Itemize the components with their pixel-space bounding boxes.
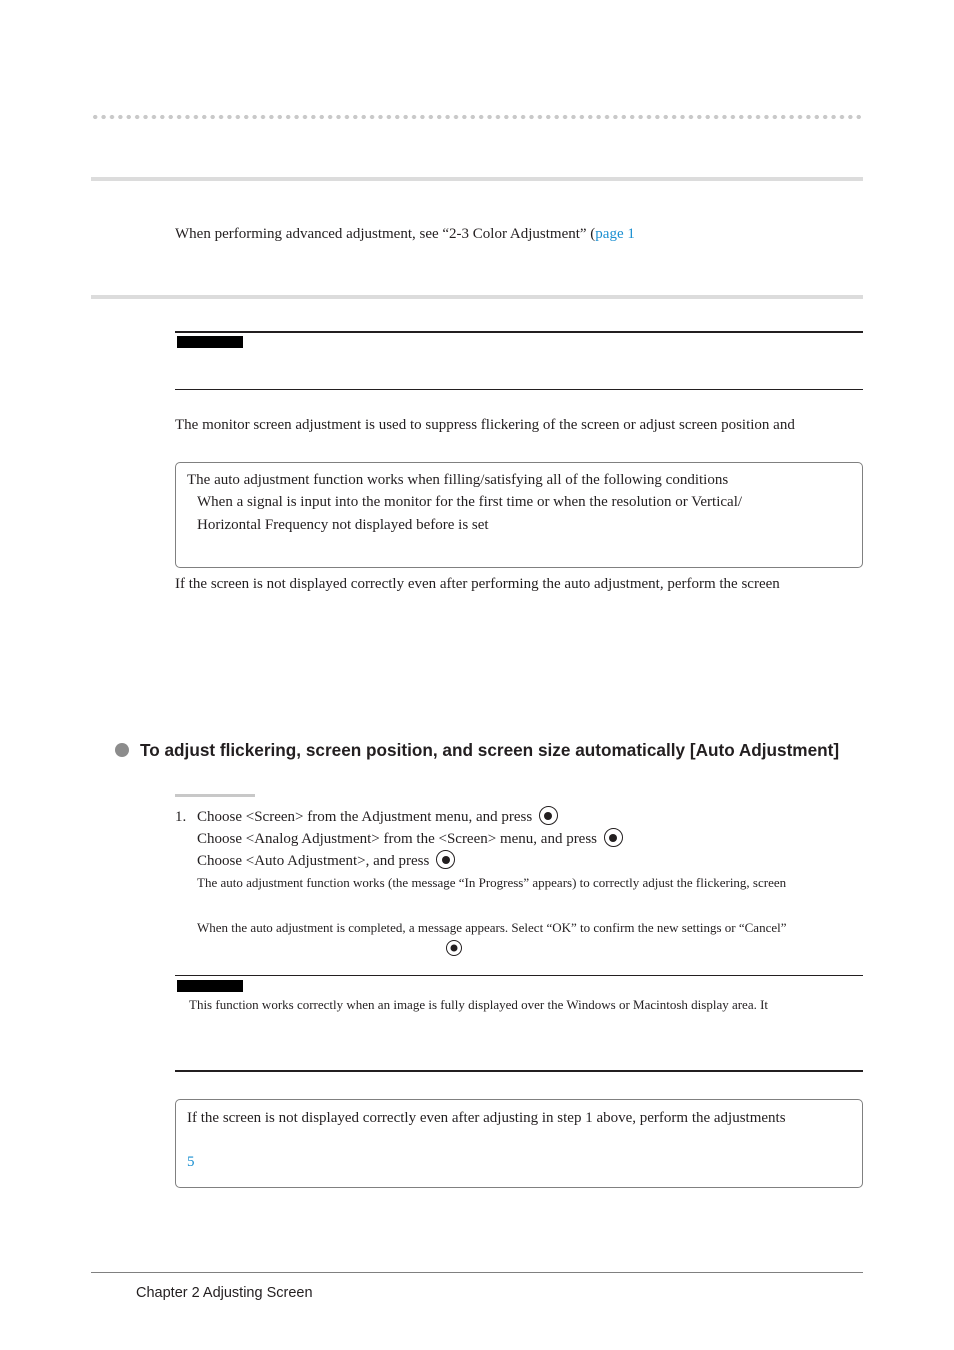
attention-label-block xyxy=(177,980,243,992)
step-line-1 xyxy=(197,806,558,828)
step-line-2-text: Choose <Analog Adjustment> from the <Screen> menu, and press xyxy=(197,831,598,847)
footer-chapter: Chapter 2 Adjusting Screen xyxy=(136,1285,313,1301)
next-step-page-link[interactable]: 5 xyxy=(187,1154,195,1170)
enter-button-icon xyxy=(539,806,558,825)
enter-button-icon xyxy=(604,828,623,847)
step-line-3-text: Choose <Auto Adjustment>, and press xyxy=(197,853,430,869)
bullet-icon xyxy=(115,743,129,757)
section-heading xyxy=(115,738,839,762)
section-divider-middle xyxy=(91,295,863,299)
dotted-divider xyxy=(91,114,863,120)
intro-page-link[interactable]: page 1 xyxy=(595,226,635,242)
attention-text: This function works correctly when an image is fully displayed over the Windows or Macintosh display area. It xyxy=(189,997,769,1012)
enter-button-icon xyxy=(436,850,455,869)
after-box-paragraph: If the screen is not displayed correctly even after performing the auto adjustment, perform the screen xyxy=(175,576,780,592)
footer-rule xyxy=(91,1272,863,1273)
note-bottom-rule xyxy=(175,389,863,390)
intro-paragraph xyxy=(175,223,635,245)
section-divider-top xyxy=(91,177,863,181)
procedure-rule xyxy=(175,794,255,797)
conditions-line-1: The auto adjustment function works when filling/satisfying all of the following conditions xyxy=(187,472,729,488)
note-label-block xyxy=(177,336,243,348)
step-number: 1. xyxy=(175,809,187,825)
conditions-box xyxy=(175,462,863,568)
conditions-line-3: Horizontal Frequency not displayed before is set xyxy=(197,517,489,533)
attention-bottom-rule xyxy=(175,1070,863,1072)
note-top-rule xyxy=(175,331,863,333)
next-step-text: If the screen is not displayed correctly even after adjusting in step 1 above, perform the adjustments xyxy=(187,1110,786,1126)
conditions-line-2: When a signal is input into the monitor for the first time or when the resolution or Vertical/ xyxy=(197,494,743,510)
section-heading-text: To adjust flickering, screen position, and screen size automatically [Auto Adjustment] xyxy=(140,739,840,760)
step-note-1: The auto adjustment function works (the message “In Progress” appears) to correctly adjust the flickering, screen xyxy=(197,875,787,890)
step-note-2: When the auto adjustment is completed, a message appears. Select “OK” to confirm the new settings or “Cancel” xyxy=(197,920,787,935)
overview-paragraph: The monitor screen adjustment is used to suppress flickering of the screen or adjust screen position and xyxy=(175,417,795,433)
step-line-1-text: Choose <Screen> from the Adjustment menu, and press xyxy=(197,809,533,825)
attention-top-rule xyxy=(175,975,863,976)
step-line-3 xyxy=(197,850,455,872)
intro-text: When performing advanced adjustment, see “2-3 Color Adjustment” ( xyxy=(175,226,596,242)
enter-button-icon xyxy=(446,940,462,956)
step-line-2 xyxy=(197,828,623,850)
next-step-box xyxy=(175,1099,863,1188)
